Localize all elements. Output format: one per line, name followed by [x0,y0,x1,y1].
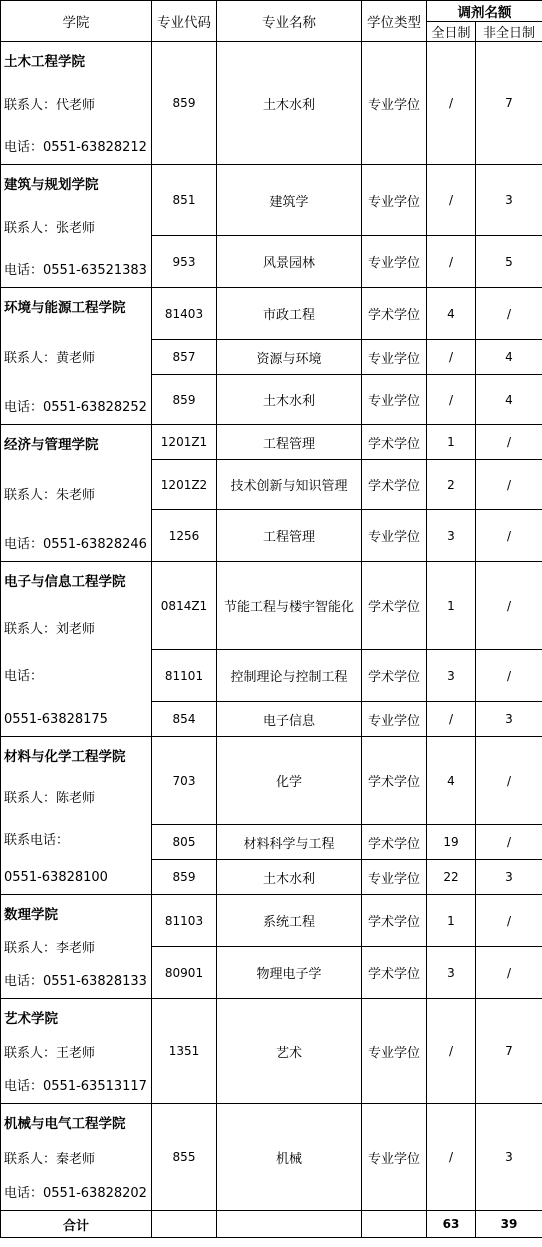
major-code: 80901 [152,947,217,999]
table-row [1,1104,542,1211]
major-name: 土木水利 [217,860,362,895]
header-part-time: 非全日制 [476,22,542,42]
major-name: 市政工程 [217,288,362,340]
major-name: 土木水利 [217,42,362,165]
major-code: 0814Z1 [152,562,217,650]
degree-type: 专业学位 [362,702,427,737]
degree-type: 学术学位 [362,895,427,947]
college-phone: 电话：0551-63828252 [4,400,147,415]
major-name: 土木水利 [217,375,362,425]
college-cell [1,288,152,425]
major-code: 953 [152,236,217,288]
college-cell [1,42,152,165]
major-name: 工程管理 [217,510,362,562]
degree-type: 专业学位 [362,510,427,562]
college-cell [1,999,152,1104]
college-phone: 0551-63828175 [4,712,108,727]
quota-full-time: 1 [427,425,476,460]
quota-part-time: 4 [476,340,542,375]
major-name: 节能工程与楼宇智能化 [217,562,362,650]
major-name: 系统工程 [217,895,362,947]
college-phone: 电话： [4,669,44,684]
quota-part-time: 7 [476,42,542,165]
degree-type: 学术学位 [362,650,427,702]
quota-full-time: 4 [427,737,476,825]
quota-part-time: / [476,288,542,340]
college-cell [1,425,152,562]
major-code: 854 [152,702,217,737]
quota-full-time: 22 [427,860,476,895]
quota-full-time: 4 [427,288,476,340]
header-full-time: 全日制 [427,22,476,42]
degree-type: 专业学位 [362,236,427,288]
total-empty-major [217,1211,362,1238]
college-contact: 联系人：陈老师 [4,791,96,807]
quota-full-time: / [427,42,476,165]
quota-full-time: / [427,236,476,288]
college-contact: 联系人：秦老师 [4,1151,96,1167]
major-code: 703 [152,737,217,825]
header-code: 专业代码 [152,1,217,42]
degree-type: 学术学位 [362,947,427,999]
major-code: 851 [152,165,217,236]
quota-full-time: 2 [427,460,476,510]
quota-part-time: / [476,562,542,650]
degree-type: 学术学位 [362,825,427,860]
total-empty-code [152,1211,217,1238]
college-contact: 联系人：刘老师 [4,622,96,637]
quota-part-time: 4 [476,375,542,425]
college-phone: 电话：0551-63828133 [4,974,147,989]
college-name: 土木工程学院 [4,54,85,70]
college-name: 材料与化学工程学院 [4,749,126,765]
degree-type: 专业学位 [362,375,427,425]
college-name: 建筑与规划学院 [4,177,99,193]
quota-full-time: 3 [427,947,476,999]
major-code: 1201Z1 [152,425,217,460]
major-name: 材料科学与工程 [217,825,362,860]
major-name: 艺术 [217,999,362,1104]
quota-full-time: / [427,999,476,1104]
college-contact: 联系人：黄老师 [4,350,96,366]
quota-part-time: / [476,425,542,460]
major-code: 859 [152,375,217,425]
header-quota: 调剂名额 [427,1,542,22]
total-full-time: 63 [427,1211,476,1238]
major-code: 81103 [152,895,217,947]
major-code: 859 [152,42,217,165]
college-name: 数理学院 [4,907,58,923]
quota-part-time: / [476,825,542,860]
quota-full-time: / [427,165,476,236]
quota-full-time: 3 [427,510,476,562]
college-contact: 联系人：李老师 [4,941,96,956]
table-row [1,165,542,236]
table-row [1,999,542,1104]
major-name: 化学 [217,737,362,825]
major-code: 81101 [152,650,217,702]
major-code: 81403 [152,288,217,340]
college-name: 环境与能源工程学院 [4,300,126,316]
quota-part-time: 3 [476,165,542,236]
major-name: 建筑学 [217,165,362,236]
major-name: 工程管理 [217,425,362,460]
major-name: 资源与环境 [217,340,362,375]
degree-type: 学术学位 [362,562,427,650]
total-part-time: 39 [476,1211,542,1238]
quota-full-time: / [427,1104,476,1211]
degree-type: 专业学位 [362,1104,427,1211]
header-college: 学院 [1,1,152,42]
college-cell [1,165,152,288]
college-phone: 电话：0551-63828202 [4,1186,147,1201]
college-phone: 电话：0551-63521383 [4,263,147,278]
quota-full-time: 1 [427,895,476,947]
quota-part-time: 3 [476,860,542,895]
degree-type: 专业学位 [362,999,427,1104]
degree-type: 专业学位 [362,42,427,165]
table-row [1,425,542,460]
degree-type: 专业学位 [362,860,427,895]
major-name: 机械 [217,1104,362,1211]
major-name: 技术创新与知识管理 [217,460,362,510]
college-phone: 电话：0551-63828246 [4,537,147,552]
quota-full-time: 19 [427,825,476,860]
college-cell [1,737,152,895]
quota-full-time: 1 [427,562,476,650]
college-cell [1,895,152,999]
header-major: 专业名称 [217,1,362,42]
major-code: 1351 [152,999,217,1104]
quota-full-time: / [427,702,476,737]
quota-part-time: 7 [476,999,542,1104]
degree-type: 学术学位 [362,737,427,825]
header-degree: 学位类型 [362,1,427,42]
college-contact: 联系人：代老师 [4,97,96,113]
college-contact: 联系人：张老师 [4,220,96,236]
college-name: 经济与管理学院 [4,437,99,453]
quota-full-time: / [427,340,476,375]
major-name: 电子信息 [217,702,362,737]
major-code: 859 [152,860,217,895]
college-phone: 联系电话： [4,832,70,848]
degree-type: 专业学位 [362,340,427,375]
college-cell [1,562,152,737]
college-contact: 联系人：王老师 [4,1045,96,1061]
major-name: 风景园林 [217,236,362,288]
major-name: 控制理论与控制工程 [217,650,362,702]
major-code: 857 [152,340,217,375]
quota-part-time: / [476,510,542,562]
college-name: 电子与信息工程学院 [4,574,126,590]
major-code: 805 [152,825,217,860]
college-cell [1,1104,152,1211]
quota-part-time: / [476,650,542,702]
quota-full-time: / [427,375,476,425]
quota-part-time: 3 [476,702,542,737]
degree-type: 学术学位 [362,425,427,460]
degree-type: 专业学位 [362,165,427,236]
college-phone: 0551-63828100 [4,869,108,885]
major-code: 1256 [152,510,217,562]
quota-part-time: 3 [476,1104,542,1211]
degree-type: 学术学位 [362,288,427,340]
quota-full-time: 3 [427,650,476,702]
table-row [1,288,542,340]
total-empty-degree [362,1211,427,1238]
quota-part-time: / [476,460,542,510]
major-code: 855 [152,1104,217,1211]
table-row [1,737,542,825]
total-label: 合计 [1,1211,152,1238]
quota-part-time: 5 [476,236,542,288]
college-phone: 电话：0551-63513117 [4,1079,147,1094]
total-row [1,1211,542,1238]
table-row [1,895,542,947]
major-name: 物理电子学 [217,947,362,999]
quota-part-time: / [476,895,542,947]
quota-part-time: / [476,737,542,825]
college-name: 机械与电气工程学院 [4,1116,126,1132]
table-row [1,562,542,650]
college-contact: 联系人：朱老师 [4,487,96,503]
major-code: 1201Z2 [152,460,217,510]
degree-type: 学术学位 [362,460,427,510]
college-name: 艺术学院 [4,1011,58,1027]
table-row [1,42,542,165]
quota-part-time: / [476,947,542,999]
college-phone: 电话：0551-63828212 [4,140,147,155]
